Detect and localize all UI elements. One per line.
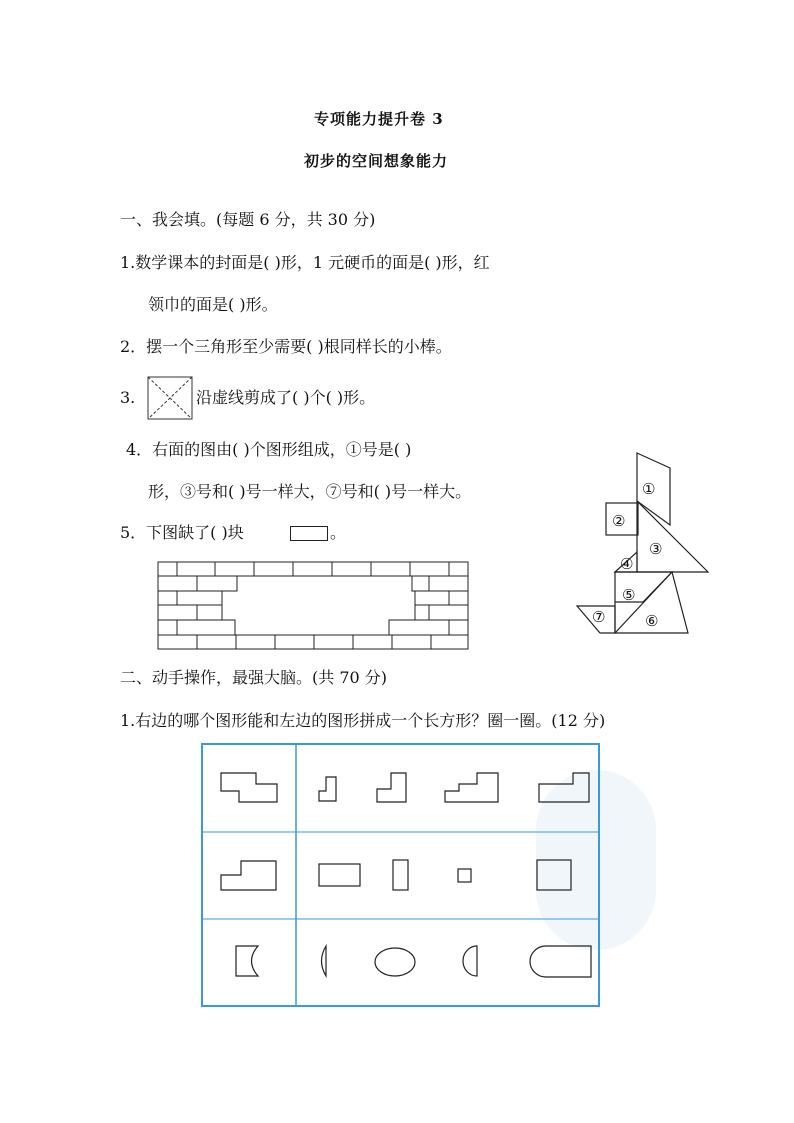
question-1-line1: 1.数学课本的封面是( )形，1 元硬币的面是( )形，红 [120, 253, 490, 272]
tangram-label-3: ③ [649, 540, 663, 558]
row3-option-ellipse [375, 948, 415, 976]
row1-option-c [445, 773, 498, 802]
row2-option-b [393, 860, 408, 890]
section1-heading: 一、我会填。(每题 6 分，共 30 分) [120, 210, 376, 229]
tangram-label-5: ⑤ [622, 586, 636, 604]
tangram-label-1: ① [642, 480, 656, 498]
question-1-line2: 领巾的面是( )形。 [148, 295, 278, 314]
row1-option-d [539, 773, 589, 802]
tangram-label-7: ⑦ [592, 608, 606, 626]
tangram-label-6: ⑥ [645, 612, 659, 630]
section2-heading: 二、动手操作，最强大脑。(共 70 分) [120, 668, 388, 687]
question-4-line1: 4．右面的图由( )个图形组成，①号是( ) [126, 440, 412, 459]
row3-left-concave-shape [236, 946, 258, 976]
question-4-line2: 形，③号和( )号一样大，⑦号和( )号一样大。 [148, 482, 472, 501]
question-5-prefix: 5．下图缺了( )块 [120, 523, 244, 542]
row3-option-stadium [530, 946, 591, 977]
square-dashed-diagonals-figure [147, 376, 193, 420]
row2-option-a [319, 864, 360, 886]
brick-wall-figure [157, 561, 469, 651]
question-3-text: 沿虚线剪成了( )个( )形。 [196, 388, 376, 407]
row2-option-d [537, 860, 571, 890]
row1-option-b [377, 773, 406, 802]
row3-option-lens [322, 946, 327, 976]
row1-option-a [319, 777, 336, 801]
question-2: 2．摆一个三角形至少需要( )根同样长的小棒。 [120, 337, 452, 356]
question-5-suffix: 。 [330, 523, 347, 542]
small-brick-icon [290, 526, 328, 541]
row2-left-shape [221, 861, 276, 890]
tangram-label-4: ④ [620, 555, 634, 573]
tangram-label-2: ② [612, 512, 626, 530]
page-subtitle: 初步的空间想象能力 [304, 152, 449, 170]
row2-option-c [458, 869, 471, 882]
row3-option-half-circle [463, 946, 477, 976]
question-3-number: 3. [120, 388, 136, 407]
page-title: 专项能力提升卷 3 [314, 110, 444, 128]
shapes-table [201, 743, 600, 1007]
section2-question-1: 1.右边的哪个图形能和左边的图形拼成一个长方形？圈一圈。(12 分) [120, 711, 606, 730]
tangram-figure [570, 448, 715, 638]
row1-left-stair-shape [221, 773, 277, 802]
